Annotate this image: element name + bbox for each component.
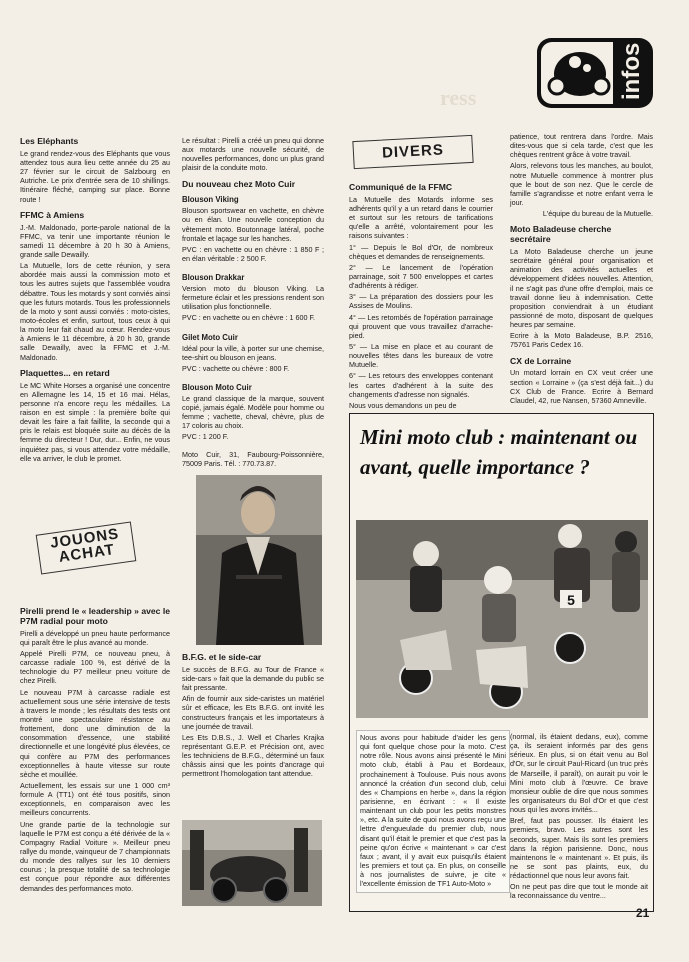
column-1-lower	[20, 600, 170, 895]
heading-pirelli: Pirelli prend le « leadership » avec le P7M radial pour moto	[20, 606, 170, 626]
paragraph: Ecrire à la Moto Baladeuse, B.P. 2516, 75761 Paris Cedex 16.	[510, 331, 653, 350]
heading-plaquettes: Plaquettes... en retard	[20, 367, 110, 378]
paragraph: Le grand classique de la marque, souvent copié, jamais égalé. Modèle pour homme ou femme ; vachette, cheval, chèvre, plus de 17 coloris au choix.	[182, 393, 324, 431]
list-item: 5° — La mise en place et au courant de nouvelles têtes dans les bureaux de votre Mutuelle.	[349, 341, 493, 370]
column-2-lower	[182, 646, 324, 781]
paragraph: J.-M. Maldonado, porte-parole national de la FFMC, va tenir une importante réunion le samedi 11 décembre à 20 h 30 à Amiens, grande salle Dewailly.	[20, 222, 170, 260]
paragraph: On ne peut pas dire que tout le monde ait la reconnaissance du ventre...	[510, 882, 648, 901]
signature: L'équipe du bureau de la Mutuelle.	[542, 209, 653, 219]
paragraph: La Mutuelle, lors de cette réunion, y sera abordée mais aussi la commission moto et tous les autres sujets que l'assemblée voudra débattre. Tous les motards y sont conviés ainsi que les futurs motards. Tous les professionnels de la moto y sont aussi conviés : moto-cistes, moto-écoles et enfin, surtout, tous ceux à qui la moto leur fait chaud au cœur. Rendez-vous à Amiens le 11 décembre, à 20 h 30, grande salle Dewailly, avec la FFMC et J.-M. Maldonado.	[20, 261, 170, 362]
price: PVC : en vachette ou en chèvre : 1 850 F ; en élan véritable : 2 500 F.	[182, 244, 324, 264]
page-number: 21	[636, 906, 650, 920]
paragraph: Afin de fournir aux side-caristes un matériel sûr et efficace, les Ets B.F.G. ont invité les constructeurs français et les importateurs à une journée de travail.	[182, 694, 324, 731]
list-item: 3° — La préparation des dossiers pour les Assises de Moulins.	[349, 292, 493, 311]
subheading-drakkar: Blouson Drakkar	[182, 273, 245, 283]
box-right-column	[510, 732, 648, 903]
heading-moto-baladeuse: Moto Baladeuse cherche secrétaire	[510, 224, 612, 245]
jouons-achat-stamp	[36, 522, 137, 575]
divers-text: DIVERS	[381, 141, 445, 162]
heading-elephants: Les Eléphants	[20, 136, 79, 146]
paragraph: Pirelli a développé un pneu haute performance qui paraît être le plus avancé au monde.	[20, 628, 170, 647]
subheading-viking: Blouson Viking	[182, 195, 239, 205]
photo-kids-minibikes	[356, 520, 648, 718]
paragraph: Le MC White Horses a organisé une concentre en Allemagne les 14, 15 et 16 mai. Hélas, personne n'a encore reçu les médailles. La raison en est simple : la première boîte qui devait les faire a fait faillite, la seconde qui a pris le relais est bloquée suite au décès de la femme du directeur ! Dur, dur... Enfin, ne vous inquiétez pas, si vous attendez votre médaille, elle va arriver, le club le promet.	[20, 380, 170, 463]
paragraph: Une grande partie de la technologie sur laquelle le P7M est conçu a été dérivée de la « Compagny Radial Voiture ». Meilleur pneu rallye du monde, vainqueur de 7 championnats du monde des rallyes sur les 10 derniers courus ; la presque totalité de sa technologie est conçue pour répondre aux différentes demandes des performances moto.	[20, 819, 170, 893]
paragraph: Le grand rendez-vous des Eléphants que vous attendez tous aura lieu cette année du 25 au 27 février sur le circuit de Salzbourg en Autriche. Le prix d'entrée sera de 10 shillings. Itinéraire fléché, camping sur place. Bonne route !	[20, 148, 170, 204]
heading-communique-ffmc: Communiqué de la FFMC	[349, 182, 453, 192]
divers-stamp	[352, 135, 473, 169]
paragraph: Nous vous demandons un peu de	[349, 400, 457, 410]
paragraph: Nous avons pour habitude d'aider les gens qui font quelque chose pour la moto. C'est notre rôle. Nous avons ainsi présenté le Mini moto club, établi à Pau et Bordeaux, prochainement à Toulouse. Puis nous avons annoncé la création d'un second club, celui des « Champions en herbe », dans la région parisienne, en écrivant : « Il existe maintenant un club pour les petits monstres », etc. A la suite de quoi nous avons reçu une lettre d'engueulade du premier club, nous disant qu'il était le premier et que c'est pas la peine qu'on écrive « maintenant » car c'est faux ; avant, il y avait eux puisqu'ils étaient les premiers et tout ça. En plus, on conseille à nos journalistes de suivre, je cite « l'excellente émission de TF1 Auto-Moto »	[360, 733, 506, 889]
price: PVC : 1 200 F.	[182, 432, 229, 442]
paragraph: Bref, faut pas pousser. Ils étaient les premiers, bravo. Les autres sont les seconds, super. Mais ils sont les premiers dans la région parisienne. Donc, nous maintenons le « maintenant ». Et puis, ils ne se sont pas plaints, eux, du rédactionnel que nous leur avons fait.	[510, 816, 648, 881]
price: PVC : vachette ou chèvre : 800 F.	[182, 363, 290, 373]
bike-number-plate: 5	[567, 592, 575, 608]
paragraph: Actuellement, les essais sur une 1 000 cm³ formule A (TT1) ont été tous positifs, sinon exceptionnels, en comparaison avec les meilleurs concurrents.	[20, 781, 170, 818]
paragraph: Blouson sportswear en vachette, en chèvre ou en élan. Une nouvelle conception du vêtement moto. Boutonnage latéral, poche frontale et laçage sur les hanches.	[182, 206, 324, 243]
paragraph: Alors, relevons tous les manches, au boulot, notre Mutuelle commence à montrer plus que le bout de son nez. Que le cercle de famille s'agrandisse et notre enfant verra le jour.	[510, 161, 653, 207]
paragraph: Appelé Pirelli P7M, ce nouveau pneu, à carcasse radiale 100 %, est dérivé de la technologie du P7 meilleur pneu voiture de chez Pirelli.	[20, 649, 170, 686]
paragraph: Le résultat : Pirelli a créé un pneu qui donne aux motards une nouvelle sécurité, de nouvelles performances, donc un plus grand plaisir de la conduite moto.	[182, 136, 324, 173]
heading-moto-cuir: Du nouveau chez Moto Cuir	[182, 178, 296, 189]
paragraph: La Mutuelle des Motards informe ses adhérents qu'il y a un retard dans le courrier et surtout sur les retours de tarifications qu'elle a arrêté, volontairement pour les raisons suivantes :	[349, 194, 493, 241]
box-title: Mini moto club : maintenant ou avant, quelle importance ?	[360, 425, 638, 479]
photo-side-car	[182, 820, 322, 906]
heading-bfg-side-car: B.F.G. et le side-car	[182, 652, 262, 662]
column-1	[20, 130, 170, 465]
address: Moto Cuir, 31, Faubourg-Poissonnière, 75009 Paris. Tél. : 770.73.87.	[182, 449, 324, 468]
heading-cx-lorraine: CX de Lorraine	[510, 355, 572, 366]
paragraph: Le succès de B.F.G. au Tour de France « side-cars » fait que la demande du public se fait pressante.	[182, 664, 324, 693]
box-left-column	[356, 730, 510, 893]
paragraph: Un motard lorrain en CX veut créer une section « Lorraine » (ça s'est déjà fait...) du CX Club de France. Ecrire à Bernard Claudel, 42, rue Nansen, 57360 Amneville.	[510, 368, 653, 405]
column-3	[349, 176, 493, 412]
subheading-blouson-cuir: Blouson Moto Cuir	[182, 382, 252, 392]
price: PVC : en vachette ou en chèvre : 1 600 F.	[182, 313, 316, 323]
faint-header-lettering: ress	[440, 85, 477, 110]
heading-ffmc-amiens: FFMC à Amiens	[20, 209, 85, 220]
logo-text: infos	[618, 42, 645, 100]
paragraph: Les Ets D.B.S., J. Well et Charles Krajka représentant G.E.P. et Précision ont, avec les techniciens de B.F.G., déterminé un faux châssis ainsi que les points d'ancrage qui permettront l'homologation tant attendue.	[182, 732, 324, 779]
list-item: 6° — Les retours des enveloppes contenant les cartes d'adhérent à la suite des changements d'adresse non signalés.	[349, 371, 493, 399]
paragraph: Le nouveau P7M à carcasse radiale est actuellement sous une série intensive de tests à travers le monde ; les résultats des tests ont montré une spectaculaire résistance au frottement, donc une diminution de la consommation d'essence, une stabilité directionnelle et une longévité plus élevées, ce qui confère au P7M des performances exceptionnelles à haute vitesse sur route sèche et mouillée.	[20, 687, 170, 779]
paragraph: Version moto du blouson Viking. La fermeture éclair et les pressions rendent son utilisation plus fonctionnelle.	[182, 284, 324, 312]
paragraph: La Moto Baladeuse cherche un jeune secrétaire général pour organisation et animation des activités actuelles et développement d'idées nouvelles. Attention, il ne s'agit pas d'une offre d'emploi, mais ce travail donne lieu à indemnisation. Cette proposition conviendrait à un étudiant passionné de moto, disposant de quelques heures par semaine.	[510, 247, 653, 330]
column-4	[510, 132, 653, 407]
stamp-text: JOUONS ACHAT	[49, 525, 121, 566]
list-item: 4° — Les retombés de l'opération parrainage qui prouvent que vous travaillez d'arrache-pied.	[349, 312, 493, 340]
infos-logo	[535, 34, 655, 112]
subheading-gilet: Gilet Moto Cuir	[182, 332, 238, 342]
list-item: 2° — Le lancement de l'opération parrainage, soit 7 500 enveloppes et cartes d'adhérents à rédiger.	[349, 262, 493, 291]
paragraph: Idéal pour la ville, à porter sur une chemise, tee-shirt ou blouson en jeans.	[182, 343, 324, 362]
paragraph: (normal, ils étaient dedans, eux), comme ça, ils seraient informés par des gens sérieux. En plus, si on était venu au Bol d'Or, sur le circuit Paul-Ricard (un truc près de Marseille, il paraît), on aurait pu voir le Mini moto club à l'œuvre. Ce brave monsieur oublie de dire que nous sommes les organisateurs du Bol d'Or et que c'est nous qui les avons invités...	[510, 732, 648, 815]
photo-leather-jacket-man	[196, 475, 322, 645]
list-item: 1° — Depuis le Bol d'Or, de nombreux chèques et demandes de renseignements.	[349, 242, 493, 261]
paragraph: patience, tout rentrera dans l'ordre. Mais dites-vous que si cela tarde, c'est que les chèques rentrent grâce à votre travail.	[510, 132, 653, 160]
mini-moto-club-box	[349, 413, 654, 912]
column-2	[182, 136, 324, 470]
